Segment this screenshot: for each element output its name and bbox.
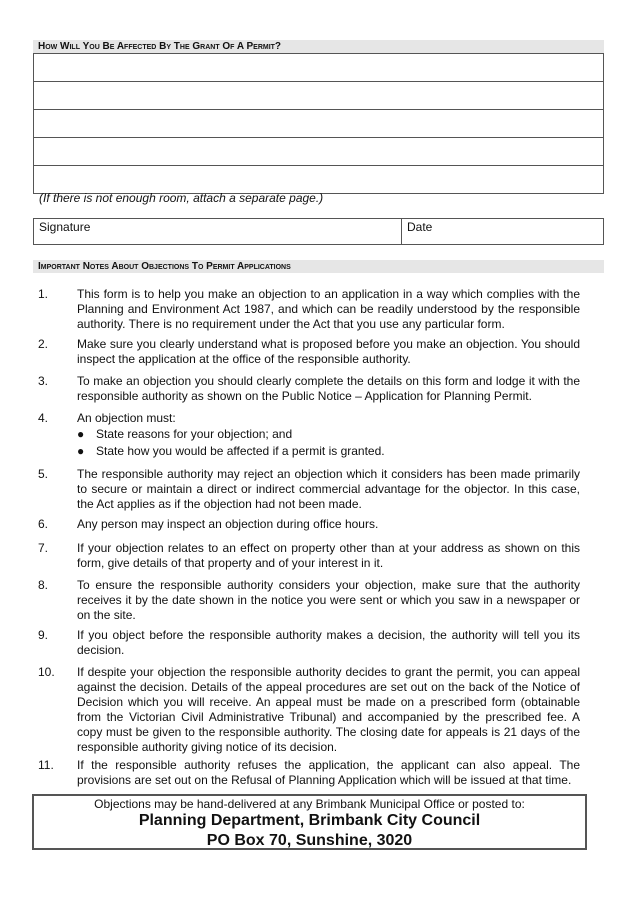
note-item [38,665,580,755]
note-text: If you object before the responsible authority makes a decision, the authority will tell you its decision. [77,628,580,657]
note-item [38,517,580,532]
note-item [38,337,580,367]
delivery-intro: Objections may be hand-delivered at any Brimbank Municipal Office or posted to: [94,797,525,811]
answer-line[interactable] [34,82,603,110]
date-field[interactable] [402,219,437,244]
note-number: 3. [38,374,49,388]
note-text: An objection must: [77,411,176,425]
bullet-text: State reasons for your objection; and [96,427,293,441]
note-item [38,758,580,788]
note-number: 9. [38,628,49,642]
answer-line[interactable] [34,166,603,193]
note-item [38,578,580,623]
note-item [38,628,580,658]
bullet-icon: ● [77,444,85,458]
note-number: 8. [38,578,49,592]
signature-field[interactable] [34,219,402,244]
date-label: Date [407,220,433,234]
postal-address: PO Box 70, Sunshine, 3020 [206,832,413,849]
note-number: 7. [38,541,49,555]
note-text: If despite your objection the responsible authority decides to grant the permit, you can appeal against the decision. Details of the appeal procedures are set out on the back of the Notice of Decision which you will receive. An appeal must be made on a prescribed form (obtainable from the Victorian Civil Administrative Tribunal) and accompanied by the prescribed fee. A copy must be given to the responsible authority. The closing date for appeals is 21 days of the responsible authority giving notice of its decision. [77,665,580,754]
bullet-icon: ● [77,427,85,441]
note-item [38,467,580,512]
signature-label: Signature [39,220,91,234]
note-text: To ensure the responsible authority considers your objection, make sure that the authority receives it by the date shown in the notice you were sent or which you saw in a newspaper or on the site. [77,578,580,622]
answer-line[interactable] [34,110,603,138]
note-number: 1. [38,287,49,301]
note-text: Any person may inspect an objection during office hours. [77,517,379,531]
bullet-item [77,444,385,459]
affected-text-area[interactable] [33,53,604,194]
note-text: To make an objection you should clearly complete the details on this form and lodge it with the responsible authority as shown on the Public Notice – Application for Planning Permit. [77,374,580,403]
note-number: 2. [38,337,49,351]
note-text: Make sure you clearly understand what is proposed before you make an objection. You should inspect the application at the office of the responsible authority. [77,337,580,366]
note-text: If your objection relates to an effect on property other than at your address as shown on this form, give details of that property and of your interest in it. [77,541,580,570]
note-number: 6. [38,517,49,531]
answer-line[interactable] [34,138,603,166]
section-header-affected: How Will You Be Affected By The Grant Of A Permit? [33,40,604,53]
note-text: The responsible authority may reject an objection which it considers has been made primarily to secure or maintain a direct or indirect commercial advantage for the objector. In this case, the Act applies as if the objection had not been made. [77,467,580,511]
note-number: 5. [38,467,49,481]
note-text: This form is to help you make an objection to an application in a way which complies with the Planning and Environment Act 1987, and which can be readily understood by the responsible authority. There is no requirement under the Act that you use any particular form. [77,287,580,331]
note-text: If the responsible authority refuses the application, the applicant can also appeal. The provisions are set out on the Refusal of Planning Application which will be issued at that time. [77,758,580,787]
bullet-text: State how you would be affected if a permit is granted. [96,444,385,458]
department-name: Planning Department, Brimbank City Council [138,812,481,829]
note-number: 4. [38,411,49,425]
signature-row [33,218,604,245]
postal-address-box [32,794,587,850]
section-header-notes: Important Notes About Objections To Permit Applications [33,260,604,273]
note-item [38,411,580,426]
bullet-item [77,427,292,442]
note-item [38,541,580,571]
note-item [38,287,580,332]
note-item [38,374,580,404]
extra-room-note: (If there is not enough room, attach a separate page.) [39,191,324,205]
note-number: 11. [38,758,54,772]
note-number: 10. [38,665,55,679]
answer-line[interactable] [34,54,603,82]
